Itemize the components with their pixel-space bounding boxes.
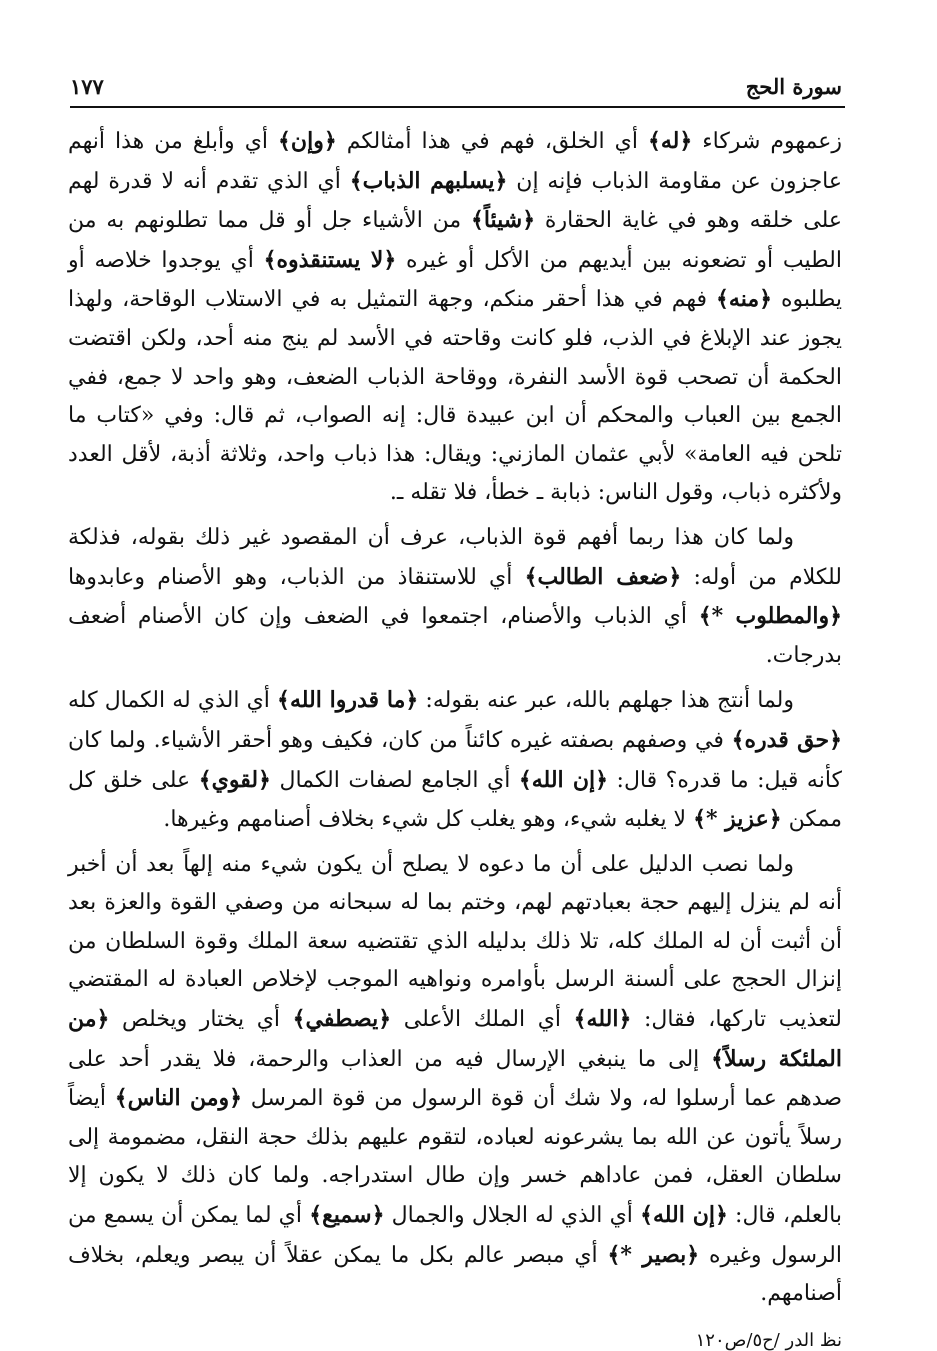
- quran-quote: ﴿يسلبهم الذباب﴾: [349, 167, 508, 194]
- commentary-text: ولما نصب الدليل على أن ما دعوه لا يصلح أن يكون شيء منه إلهاً بعد أن أخبر أنه لم ينزل إليهم حجة بعبادتهم لهم، وختم بما له سبحانه من وصفي القوة والعزة بعد أن أثبت أن له الملك كله، تلا ذلك بدليله الذي تقتضيه سعة الملك وقوة السلطان من إنزال الحجج على ألسنة الرسل بأوامره ونواهيه الموجب لإخلاص العبادة له المقتضي لتعذيب تاركها، فقال:: [68, 851, 842, 1033]
- commentary-text: فهم في هذا أحقر منكم، وجهة التمثيل به في الاستلاب الوقاحة، ولهذا يجوز عند الإبلاغ في الذب، فلو كانت وقاحته في الأسد لم ينج منه أحد، ولكن اقتضت الحكمة أن تصحب قوة الأسد النفرة، ووقاحة الذباب الضعف، وهو واحد لا جمع، ففي الجمع بين العباب والمحكم أن ابن عبيدة قال: إنه الصواب، ثم قال: وفي «كتاب ما تلحن فيه العامة» لأبي عثمان المازني: ويقال: هذا ذباب واحد، وثلاثة أذبة، لأقل العدد ولأكثره ذباب، وقول الناس: ذبابة ـ خطأ، فلا تقله ـ.: [68, 287, 842, 506]
- surah-title: سورة الحج: [745, 74, 842, 99]
- commentary-text: أي للاستنقاذ من الذباب، وهو الأصنام وعابدوها: [68, 564, 525, 590]
- commentary-text: أي مبصر عالم بكل ما يمكن عقلاً أن يبصر ويعلم، بخلاف أصنامهم.: [68, 1242, 842, 1307]
- paragraph: [68, 681, 842, 839]
- commentary-text: أي الملك الأعلى: [391, 1007, 574, 1033]
- body-text: [68, 122, 842, 1314]
- commentary-text: في وصفهم بصفته غيره كائناً من كان، فكيف وهو أحقر الأشياء. ولما كان كأنه قيل: ما قدره؟ قال:: [68, 727, 842, 793]
- commentary-text: أي الجامع لصفات الكمال: [270, 767, 519, 793]
- quran-quote: ﴿شيئاً﴾: [470, 207, 536, 234]
- commentary-text: أي وأبلغ من هذا أنهم عاجزون عن مقاومة الذباب فإنه إن: [68, 129, 843, 194]
- quran-quote: ﴿إن الله﴾: [640, 1202, 728, 1229]
- quran-quote: ﴿وإن﴾: [278, 128, 337, 154]
- header-rule: [70, 106, 845, 108]
- quran-quote: ﴿بصير *﴾: [607, 1241, 700, 1268]
- commentary-text: أيضاً رسلاً يأتون عن الله بما يشرعونه لعباده، لتقوم عليهم بذلك حجة النقل، مضمومة إلى سلطان العقل، فمن عاداهم خسر وإن طال استدراجه. ولما كان ذلك لا يكون إلا بالعلم، قال:: [68, 1086, 842, 1229]
- commentary-text: أي الخلق، فهم في هذا أمثالكم: [336, 129, 648, 154]
- paragraph: [68, 846, 842, 1314]
- commentary-text: أي الذي له الكمال كله: [68, 688, 278, 714]
- quran-quote: ﴿الله﴾: [573, 1006, 632, 1033]
- quran-quote: ﴿ومن الناس﴾: [114, 1085, 243, 1112]
- paragraph: [68, 519, 842, 675]
- quran-quote: ﴿لا يستنقذوه﴾: [263, 246, 397, 273]
- commentary-text: أي لما يمكن أن يسمع من الرسول وغيره: [68, 1203, 842, 1268]
- quran-quote: ﴿حق قدره﴾: [731, 726, 842, 753]
- page-header: [70, 74, 842, 104]
- commentary-text: لا يغلبه شيء، وهو يغلب كل شيء بخلاف أصنامهم وغيرها.: [163, 807, 694, 833]
- commentary-text: ولما كان هذا ربما أفهم قوة الذباب، عرف أن المقصود غير ذلك بقوله، فذلكة للكلام من أوله:: [68, 524, 842, 590]
- commentary-text: أي يوجدوا خلاصه أو يطلبوه: [68, 247, 842, 313]
- quran-quote: ﴿عزيز *﴾: [693, 806, 782, 833]
- quran-quote: ﴿إن الله﴾: [518, 766, 608, 793]
- paragraph: [68, 122, 842, 513]
- commentary-text: أي الذباب والأصنام، اجتمعوا في الضعف وإن كان الأصنام أضعف بدرجات.: [68, 604, 842, 668]
- commentary-text: من الأشياء جل أو قل مما تطلونهم به من الطيب أو تضعونه بين أيديهم من الأكل أو غيره: [68, 208, 842, 273]
- commentary-text: على خلق كل ممكن: [68, 767, 842, 833]
- quran-quote: ﴿ما قدروا الله﴾: [277, 687, 419, 714]
- quran-quote: ﴿ضعف الطالب﴾: [524, 563, 682, 590]
- quran-quote: ﴿سميع﴾: [309, 1202, 385, 1229]
- quran-quote: ﴿لقوي﴾: [198, 766, 271, 793]
- quran-quote: ﴿من الملئكة رسلاً﴾: [68, 1006, 842, 1072]
- page-number: ١٧٧: [70, 74, 104, 99]
- commentary-text: زعمهوم شركاء: [692, 129, 842, 154]
- commentary-text: أي الذي تقدم أنه لا قدرة لهم على خلقه وهو في غاية الحقارة: [68, 168, 842, 234]
- quran-quote: ﴿له﴾: [648, 128, 693, 154]
- commentary-text: إلى ما ينبغي الإرسال فيه من العذاب والرحمة، فلا يقدر أحد على صدهم عما أرسلوا له، ولا شك أن قوة الرسول من قوة المرسل: [68, 1046, 843, 1112]
- commentary-text: ولما أنتج هذا جهلهم بالله، عبر عنه بقوله:: [418, 688, 794, 714]
- quran-quote: ﴿منه﴾: [716, 286, 773, 313]
- quran-quote: ﴿يصطفي﴾: [292, 1006, 392, 1033]
- footnote-partial: نظ الدر /ح٥/ص١٢٠: [695, 1330, 842, 1351]
- commentary-text: أي يختار ويخلص: [109, 1007, 293, 1033]
- quran-quote: ﴿والمطلوب *﴾: [698, 603, 842, 630]
- commentary-text: أي الذي له الجلال والجمال: [384, 1203, 641, 1229]
